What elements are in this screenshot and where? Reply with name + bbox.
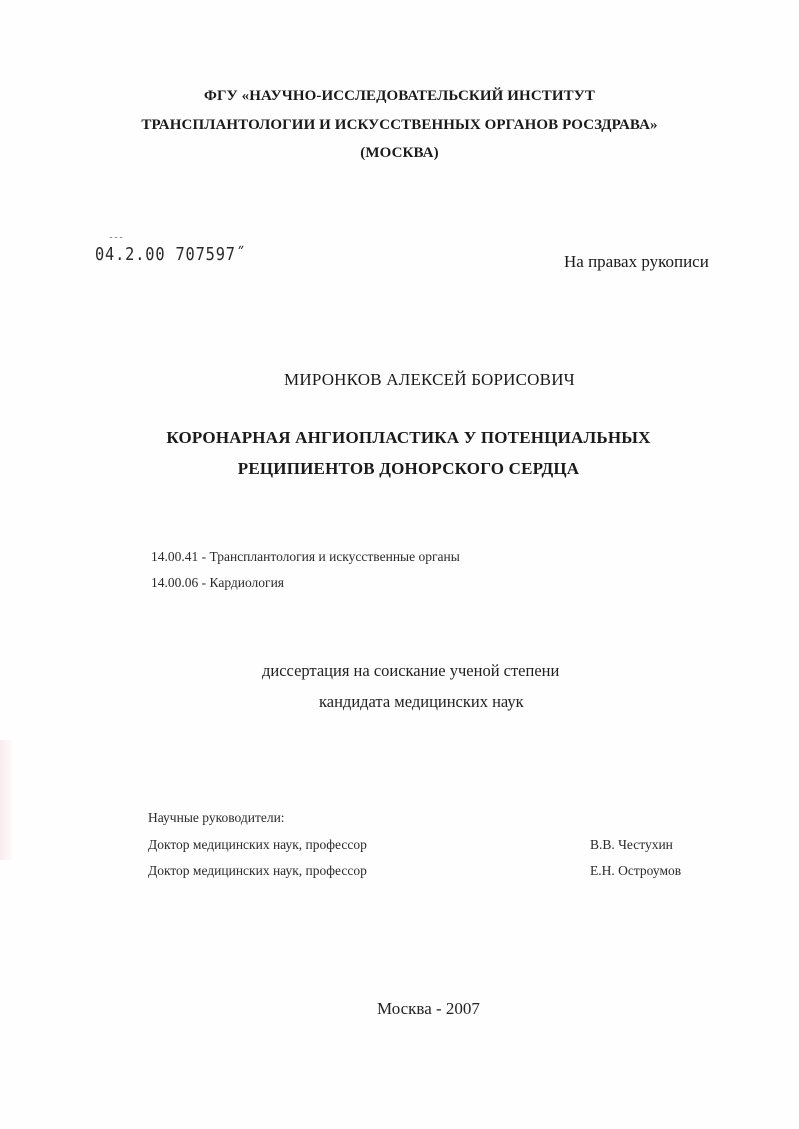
supervisor-name-2: Е.Н. Остроумов <box>590 863 682 878</box>
thesis-title-line-2: РЕЦИПИЕНТОВ ДОНОРСКОГО СЕРДЦА <box>237 459 580 478</box>
manuscript-rights-note: На правах рукописи <box>564 252 709 271</box>
specialty-code-2: 14.00.06 - Кардиология <box>151 575 285 590</box>
dissertation-line-2: кандидата медицинских наук <box>319 692 524 711</box>
institution-line-3: (МОСКВА) <box>360 145 439 161</box>
scan-edge-artifact <box>0 740 14 860</box>
library-stamp-number: 04.2.00 707597˝ <box>95 244 246 265</box>
supervisor-role-2: Доктор медицинских наук, профессор <box>148 863 367 878</box>
city-year: Москва - 2007 <box>377 999 480 1018</box>
author-name: МИРОНКОВ АЛЕКСЕЙ БОРИСОВИЧ <box>284 370 575 389</box>
dissertation-line-1: диссертация на соискание ученой степени <box>262 661 560 680</box>
institution-line-2: ТРАНСПЛАНТОЛОГИИ И ИСКУССТВЕННЫХ ОРГАНОВ РОСЗДРАВА» <box>141 117 658 133</box>
supervisors-label: Научные руководители: <box>148 810 285 825</box>
specialty-code-1: 14.00.41 - Трансплантология и искусственные органы <box>151 549 460 564</box>
supervisor-role-1: Доктор медицинских наук, профессор <box>148 837 367 852</box>
stamp-marks: ˉˉˉ <box>109 236 124 245</box>
supervisor-name-1: В.В. Честухин <box>590 837 673 852</box>
thesis-title-line-1: КОРОНАРНАЯ АНГИОПЛАСТИКА У ПОТЕНЦИАЛЬНЫХ <box>166 428 651 447</box>
institution-line-1: ФГУ «НАУЧНО-ИССЛЕДОВАТЕЛЬСКИЙ ИНСТИТУТ <box>204 88 595 104</box>
